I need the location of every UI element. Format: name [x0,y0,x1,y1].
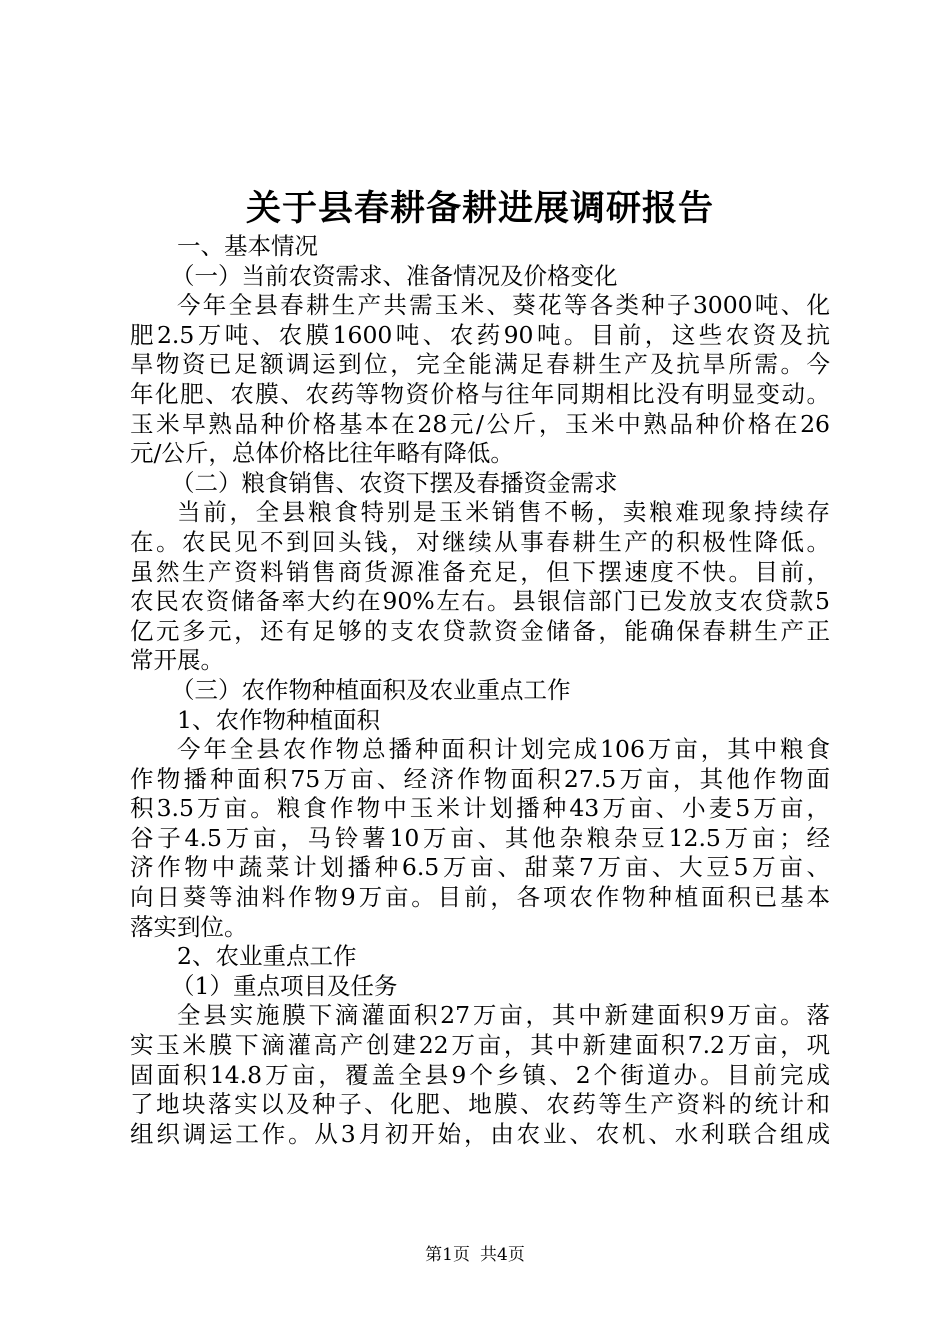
paragraph-line: 谷子4.5万亩，马铃薯10万亩、其他杂粮杂豆12.5万亩；经 [130,823,830,852]
paragraph-line: 虽然生产资料销售商货源准备充足，但下摆速度不快。目前， [130,557,830,586]
paragraph-line: 作物播种面积75万亩、经济作物面积27.5万亩，其他作物面 [130,764,830,793]
paragraph-line: 固面积14.8万亩，覆盖全县9个乡镇、2个街道办。目前完成 [130,1060,830,1089]
paragraph-line: 全县实施膜下滴灌面积27万亩，其中新建面积9万亩。落 [177,1001,830,1030]
paragraph-line: 当前，全县粮食特别是玉米销售不畅，卖粮难现象持续存 [177,498,830,527]
subsection-heading-1: （一）当前农资需求、准备情况及价格变化 [171,261,618,290]
paragraph-line: 玉米早熟品种价格基本在28元/公斤，玉米中熟品种价格在26 [130,409,830,438]
paragraph-line: 在。农民见不到回头钱，对继续从事春耕生产的积极性降低。 [130,527,830,556]
document-body [130,186,830,1149]
paragraph-line: 向日葵等油料作物9万亩。目前，各项农作物种植面积已基本 [130,883,830,912]
paragraph-line: 济作物中蔬菜计划播种6.5万亩、甜菜7万亩、大豆5万亩、 [130,853,830,882]
page-number: 第1页 [425,1245,470,1265]
paragraph-line: 农民农资储备率大约在90%左右。县银信部门已发放支农贷款5 [130,587,830,616]
paragraph-line: 组织调运工作。从3月初开始，由农业、农机、水利联合组成 [130,1119,830,1148]
item-heading-2: 2、农业重点工作 [177,942,357,971]
item-subheading-1: （1）重点项目及任务 [171,971,398,1000]
page-total: 共4页 [480,1245,525,1265]
paragraph-line: 实玉米膜下滴灌高产创建22万亩，其中新建面积7.2万亩，巩 [130,1031,830,1060]
paragraph-line: 元/公斤，总体价格比往年略有降低。 [130,439,514,468]
paragraph-line: 今年全县春耕生产共需玉米、葵花等各类种子3000吨、化 [177,291,830,320]
paragraph-line: 年化肥、农膜、农药等物资价格与往年同期相比没有明显变动。 [130,379,830,408]
section-heading-basic: 一、基本情况 [177,232,318,260]
paragraph-line: 旱物资已足额调运到位，完全能满足春耕生产及抗旱所需。今 [130,350,830,379]
subsection-heading-3: （三）农作物种植面积及农业重点工作 [171,675,571,704]
paragraph-line: 肥2.5万吨、农膜1600吨、农药90吨。目前，这些农资及抗 [130,320,830,349]
subsection-heading-2: （二）粮食销售、农资下摆及春播资金需求 [171,468,618,497]
paragraph-line: 积3.5万亩。粮食作物中玉米计划播种43万亩、小麦5万亩， [130,794,830,823]
paragraph-line: 今年全县农作物总播种面积计划完成106万亩，其中粮食 [177,735,830,764]
item-heading-1: 1、农作物种植面积 [177,705,380,734]
paragraph-line: 了地块落实以及种子、化肥、地膜、农药等生产资料的统计和 [130,1090,830,1119]
paragraph-line: 常开展。 [130,646,224,675]
page-footer [0,1244,950,1266]
paragraph-line: 落实到位。 [130,912,248,941]
paragraph-line: 亿元多元，还有足够的支农贷款资金储备，能确保春耕生产正 [130,616,830,645]
document-title: 关于县春耕备耕进展调研报告 [245,188,714,229]
